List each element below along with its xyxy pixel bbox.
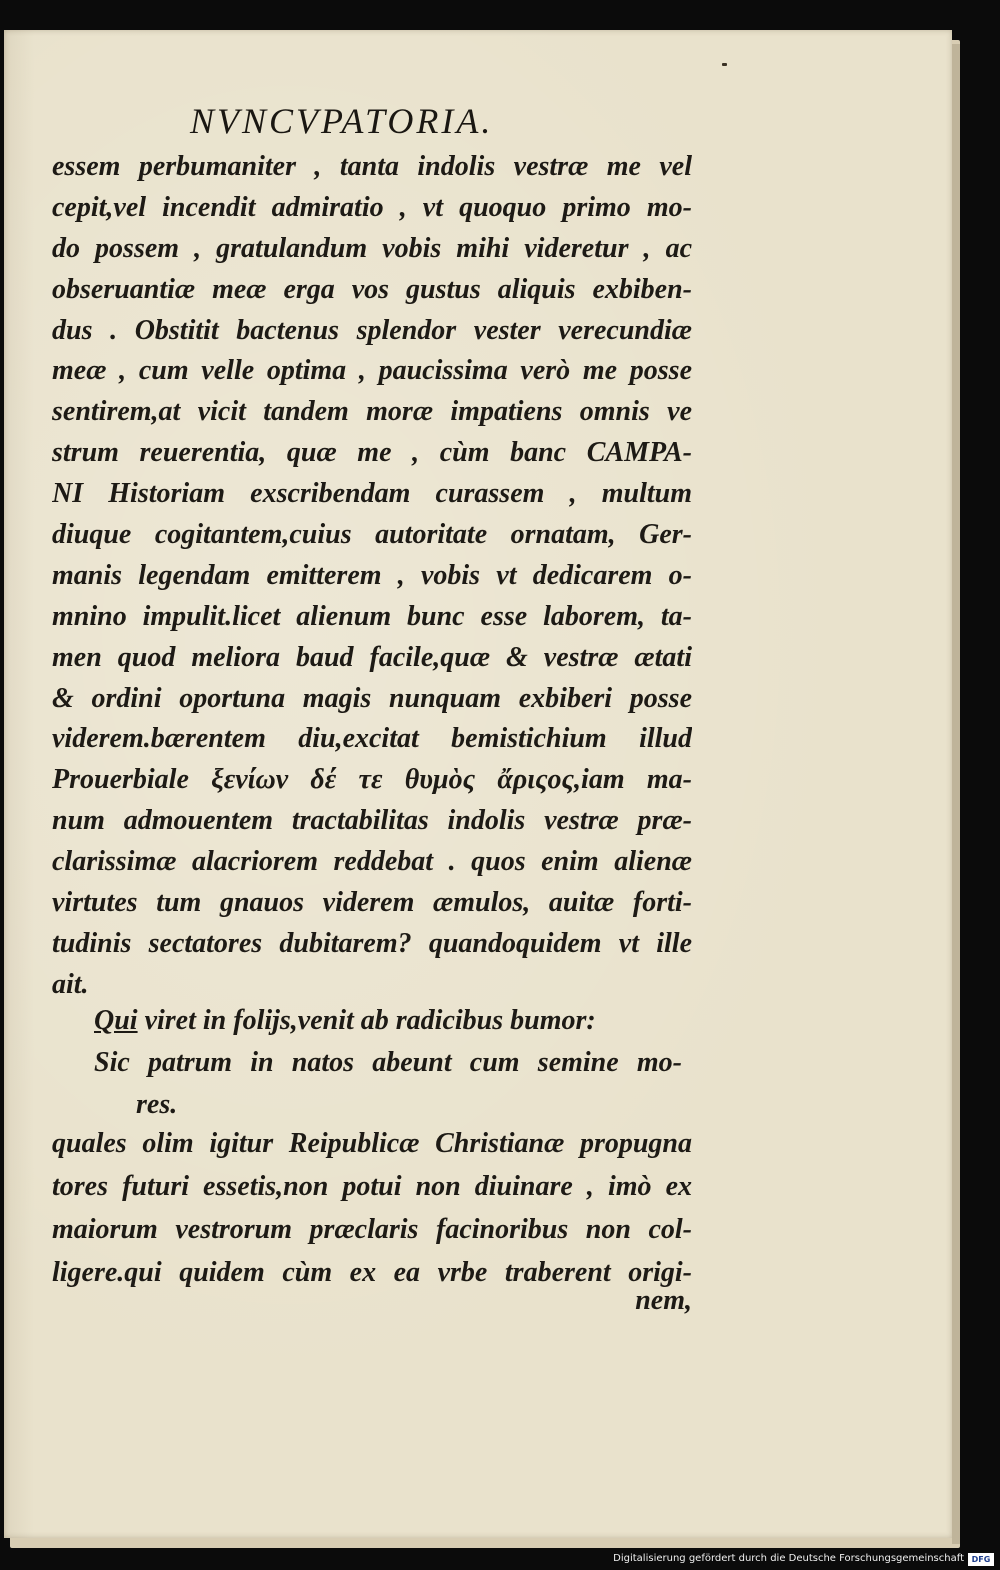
dfg-logo: DFG	[968, 1553, 994, 1566]
text-line: men quod meliora baud facile,quæ & vestræ ætati	[52, 641, 692, 673]
text-line: cepit,vel incendit admiratio , vt quoquo primo mo-	[52, 191, 692, 223]
running-head: NVNCVPATORIA.	[190, 101, 494, 141]
text-line: sentirem,at vicit tandem moræ impatiens omnis ve	[52, 396, 692, 428]
verse-incipit: Qui	[94, 1005, 138, 1036]
text-line: obseruantiæ meæ erga vos gustus aliquis exbiben-	[52, 273, 692, 305]
body-text-continued	[52, 1122, 692, 1294]
text-line: num admouentem tractabilitas indolis vestræ præ-	[52, 805, 692, 837]
text-line: ligere.qui quidem cùm ex ea vrbe traberent origi-	[52, 1257, 692, 1288]
ink-speck	[722, 63, 727, 66]
verse-quotation	[52, 1000, 692, 1126]
text-line: diuque cogitantem,cuius autoritate ornatam, Ger-	[52, 519, 692, 551]
body-text	[52, 147, 692, 1006]
verse-line-1-rest: viret in folijs,venit ab radicibus bumor:	[137, 1005, 596, 1036]
text-line: Prouerbiale ξενίων δέ τε θυμὸς ἄριςος,iam ma-	[52, 764, 692, 796]
text-line: manis legendam emitterem , vobis vt dedicarem o-	[52, 559, 692, 591]
verse-line-3: res.	[136, 1089, 178, 1120]
text-line: quales olim igitur Reipublicæ Christianæ propugna	[52, 1128, 692, 1159]
text-line: ait.	[52, 968, 89, 1000]
text-line: tudinis sectatores dubitarem? quandoquidem vt ille	[52, 927, 692, 959]
text-line: tores futuri essetis,non potui non diuinare , imò ex	[52, 1171, 692, 1202]
digitization-credit: Digitalisierung gefördert durch die Deutsche Forschungsgemeinschaft	[613, 1553, 964, 1564]
text-line: clarissimæ alacriorem reddebat . quos enim alienæ	[52, 846, 692, 878]
text-line: mnino impulit.licet alienum bunc esse laborem, ta-	[52, 600, 692, 632]
text-line: & ordini oportuna magis nunquam exbiberi posse	[52, 682, 692, 714]
verse-line-2: Sic patrum in natos abeunt cum semine mo-	[94, 1047, 682, 1078]
verse-line-1	[52, 1000, 692, 1042]
text-line: NI Historiam exscribendam curassem , multum	[52, 478, 692, 510]
text-line: viderem.bærentem diu,excitat bemistichium illud	[52, 723, 692, 755]
text-line: strum reuerentia, quæ me , cùm banc CAMPA-	[52, 437, 692, 469]
text-line: maiorum vestrorum præclaris facinoribus non col-	[52, 1214, 692, 1245]
text-line: essem perbumaniter , tanta indolis vestræ me vel	[52, 151, 692, 182]
text-line: virtutes tum gnauos viderem æmulos, auitæ forti-	[52, 887, 692, 919]
text-line: do possem , gratulandum vobis mihi videretur , ac	[52, 232, 692, 264]
text-line: dus . Obstitit bactenus splendor vester verecundiæ	[52, 314, 692, 346]
catchword: nem,	[635, 1285, 692, 1316]
page-fore-edge	[952, 44, 960, 1544]
text-line: meæ , cum velle optima , paucissima verò me posse	[52, 355, 692, 387]
